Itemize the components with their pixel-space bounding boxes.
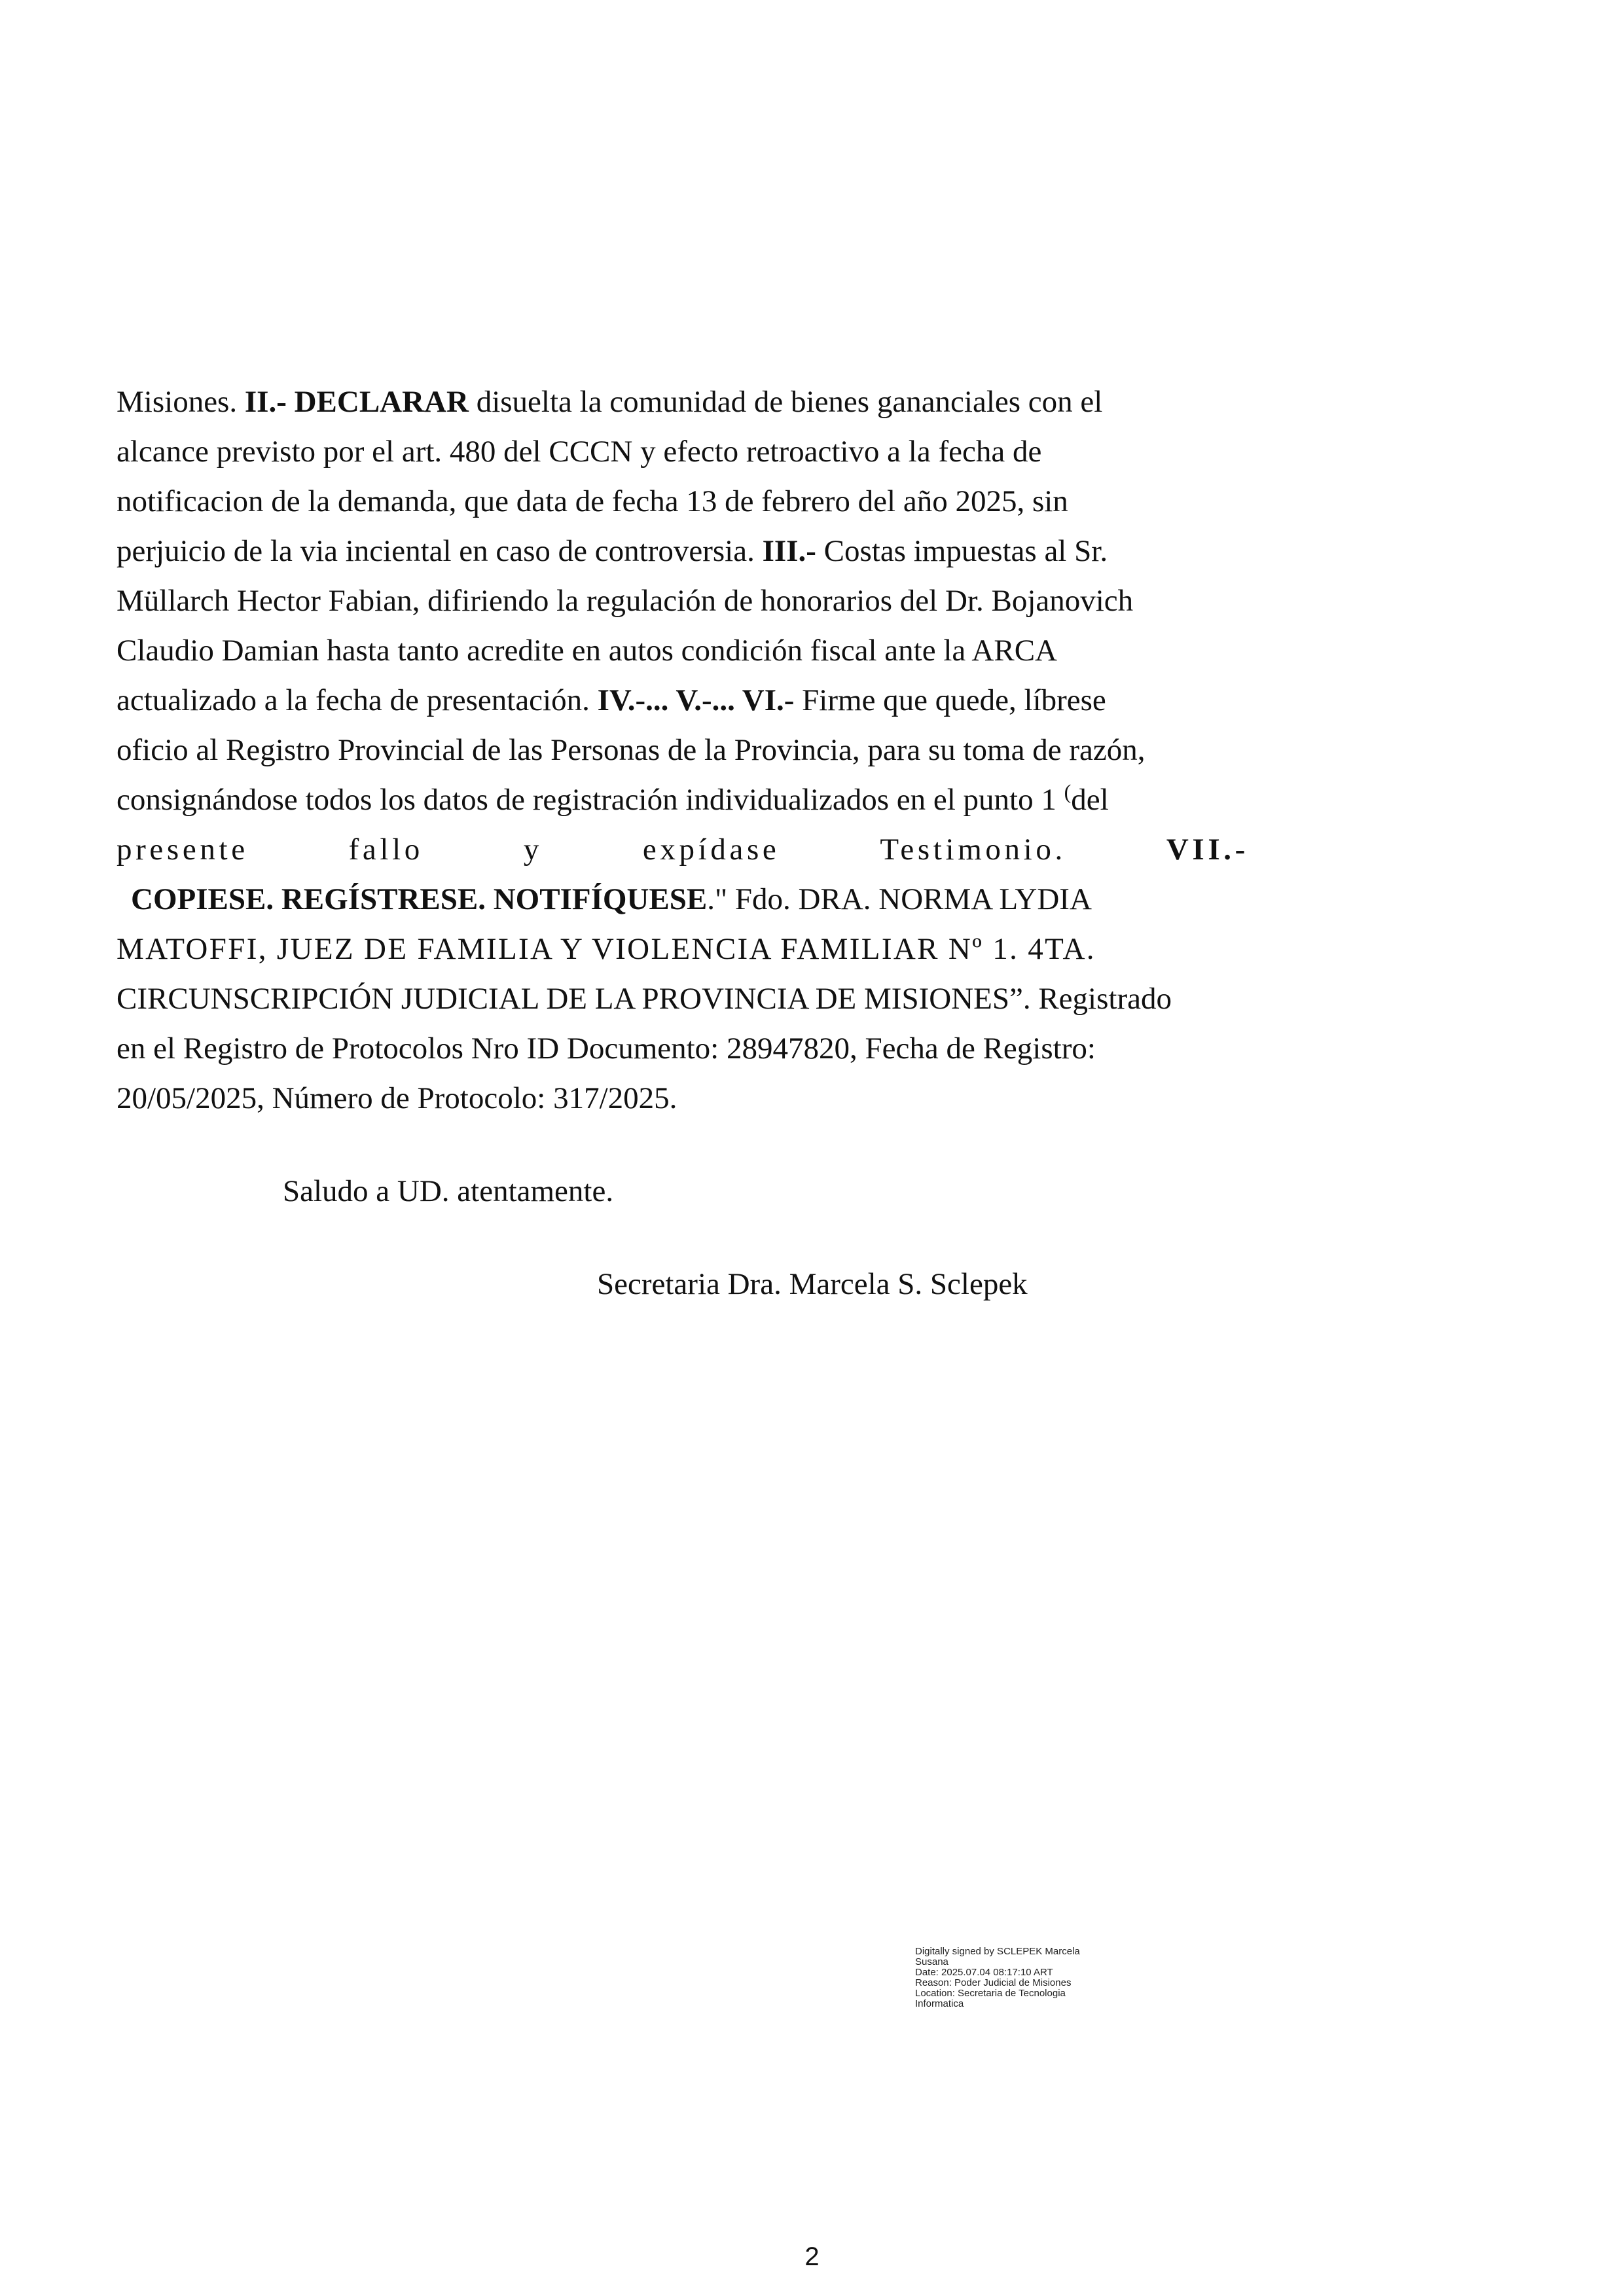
resolution-text [117,377,1249,1123]
text-line: Misiones. II.- DECLARAR disuelta la comunidad de bienes gananciales con el [117,385,1103,419]
text-line: perjuicio de la via inciental en caso de controversia. III.- Costas impuestas al Sr. [117,534,1108,568]
signature-line: Digitally signed by SCLEPEK Marcela [915,1946,1080,1957]
text-line-spaced [117,825,1249,874]
word: expídase [642,833,780,867]
text-line: consignándose todos los datos de registración individualizados en el punto 1 (del [117,780,1109,817]
text-line: COPIESE. REGÍSTRESE. NOTIFÍQUESE." Fdo. DRA. NORMA LYDIA [131,882,1092,916]
section-heading-vii: VII.- [1166,833,1249,867]
text-line: en el Registro de Protocolos Nro ID Documento: 28947820, Fecha de Registro: [117,1031,1096,1066]
section-heading-iv-vi: IV.-... V.-... VI.- [597,683,795,717]
section-heading-ii: II.- DECLARAR [244,385,469,419]
signature-line: Reason: Poder Judicial de Misiones [915,1977,1072,1988]
text-line: notificacion de la demanda, que data de fecha 13 de febrero del año 2025, sin [117,484,1068,518]
text-line: alcance previsto por el art. 480 del CCCN y efecto retroactivo a la fecha de [117,435,1042,469]
signature-line: Date: 2025.07.04 08:17:10 ART [915,1967,1053,1978]
word: Testimonio. [880,833,1066,867]
signature-line: Susana [915,1956,948,1967]
signer-name: Secretaria Dra. Marcela S. Sclepek [597,1267,1028,1301]
text-line: oficio al Registro Provincial de las Personas de la Provincia, para su toma de razón, [117,733,1146,767]
signature-line: Location: Secretaria de Tecnologia [915,1988,1066,1999]
text-line: CIRCUNSCRIPCIÓN JUDICIAL DE LA PROVINCIA DE MISIONES”. Registrado [117,982,1172,1016]
section-heading-iii: III.- [762,534,816,568]
digital-signature-stamp [915,1946,1131,2009]
text-line: actualizado a la fecha de presentación. IV.-... V.-... VI.- Firme que quede, líbrese [117,683,1106,717]
text-line: Claudio Damian hasta tanto acredite en autos condición fiscal ante la ARCA [117,634,1057,668]
page-number: 2 [804,2242,820,2271]
text-line: 20/05/2025, Número de Protocolo: 317/2025. [117,1081,677,1115]
word: presente [117,833,249,867]
text-line: Müllarch Hector Fabian, difiriendo la regulación de honorarios del Dr. Bojanovich [117,584,1134,618]
signature-line: Informatica [915,1998,964,2009]
word: fallo [348,833,424,867]
superscript-mark: ( [1064,780,1072,804]
text-line: MATOFFI, JUEZ DE FAMILIA Y VIOLENCIA FAMILIAR Nº 1. 4TA. [117,932,1096,966]
greeting-text: Saludo a UD. atentamente. [283,1174,614,1208]
word: y [523,833,543,867]
closing-orders: COPIESE. REGÍSTRESE. NOTIFÍQUESE [131,882,708,916]
